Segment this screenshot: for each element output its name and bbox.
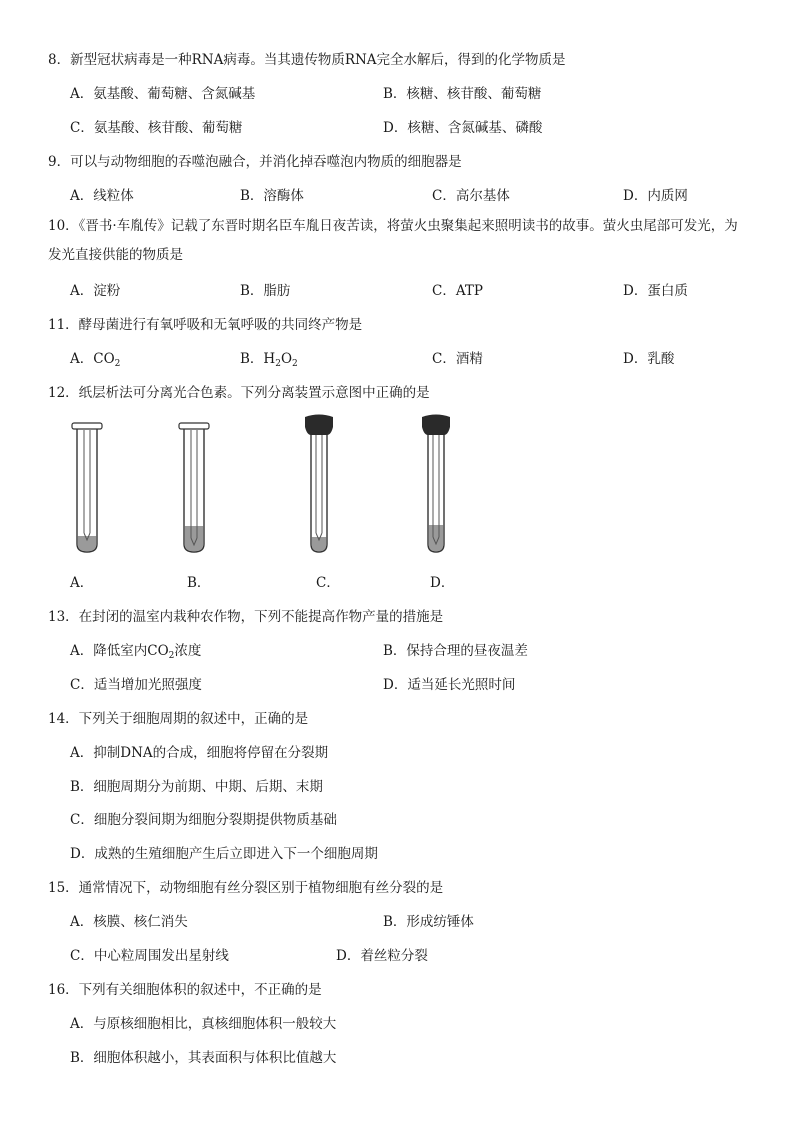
question-15-option-a[interactable]: A．核膜、核仁消失 (70, 914, 188, 930)
question-10-option-b[interactable]: B．脂肪 (240, 283, 291, 299)
tube-diagram-d (419, 413, 453, 558)
question-9-option-b[interactable]: B．溶酶体 (240, 188, 304, 204)
question-11-option-d[interactable]: D．乳酸 (623, 351, 675, 367)
question-14-option-d[interactable]: D．成熟的生殖细胞产生后立即进入下一个细胞周期 (70, 846, 378, 862)
question-13-option-b[interactable]: B．保持合理的昼夜温差 (383, 643, 528, 659)
question-13-option-a[interactable] (70, 639, 201, 659)
question-9-option-d[interactable]: D．内质网 (623, 188, 688, 204)
question-8-option-a[interactable]: A．氨基酸、葡萄糖、含氮碱基 (70, 86, 256, 102)
question-13-option-d[interactable]: D．适当延长光照时间 (383, 677, 516, 693)
question-12-option-c[interactable]: C． (316, 575, 340, 591)
question-14-option-b[interactable]: B．细胞周期分为前期、中期、后期、末期 (70, 779, 323, 795)
question-15-option-d[interactable]: D．着丝粒分裂 (336, 948, 428, 964)
question-13-stem: 13．在封闭的温室内栽种农作物，下列不能提高作物产量的措施是 (48, 609, 444, 625)
question-9-option-c[interactable]: C．高尔基体 (432, 188, 510, 204)
subscript: 2 (114, 359, 121, 369)
question-14-option-a[interactable]: A．抑制DNA的合成，细胞将停留在分裂期 (70, 745, 329, 761)
question-10-option-a[interactable]: A．淀粉 (70, 283, 121, 299)
question-14-stem: 14．下列关于细胞周期的叙述中，正确的是 (48, 711, 309, 727)
question-16-option-b[interactable]: B．细胞体积越小，其表面积与体积比值越大 (70, 1050, 337, 1066)
question-8-stem: 8．新型冠状病毒是一种RNA病毒。当其遗传物质RNA完全水解后，得到的化学物质是 (48, 52, 566, 68)
question-8-option-c[interactable]: C．氨基酸、核苷酸、葡萄糖 (70, 120, 243, 136)
question-10-option-c[interactable]: C．ATP (432, 283, 483, 299)
option-b-text: B．H (240, 351, 276, 367)
question-9-stem: 9．可以与动物细胞的吞噬泡融合，并消化掉吞噬泡内物质的细胞器是 (48, 154, 462, 170)
option-b-o: O (280, 351, 293, 367)
question-16-stem: 16．下列有关细胞体积的叙述中，不正确的是 (48, 982, 322, 998)
question-11-option-a[interactable] (70, 347, 120, 367)
question-8-option-d[interactable]: D．核糖、含氮碱基、磷酸 (383, 120, 543, 136)
subscript: 2 (275, 359, 281, 369)
subscript: 2 (292, 359, 298, 369)
question-9-option-a[interactable]: A．线粒体 (70, 188, 134, 204)
question-12-stem: 12．纸层析法可分离光合色素。下列分离装置示意图中正确的是 (48, 385, 430, 401)
tube-diagram-a (70, 420, 104, 558)
tube-diagram-c (302, 413, 336, 558)
question-11-stem: 11．酵母菌进行有氧呼吸和无氧呼吸的共同终产物是 (48, 317, 363, 333)
question-14-option-c[interactable]: C．细胞分裂间期为细胞分裂期提供物质基础 (70, 812, 337, 828)
question-12-option-d[interactable]: D． (430, 575, 455, 591)
option-a-tail: 浓度 (174, 643, 202, 659)
question-15-option-c[interactable]: C．中心粒周围发出星射线 (70, 948, 229, 964)
question-13-option-c[interactable]: C．适当增加光照强度 (70, 677, 202, 693)
question-11-option-b[interactable] (240, 347, 298, 367)
option-a-text: A．降低室内CO (70, 643, 169, 659)
question-11-option-c[interactable]: C．酒精 (432, 351, 483, 367)
question-10-option-d[interactable]: D．蛋白质 (623, 283, 688, 299)
question-15-option-b[interactable]: B．形成纺锤体 (383, 914, 474, 930)
question-8-option-b[interactable]: B．核糖、核苷酸、葡萄糖 (383, 86, 542, 102)
question-16-option-a[interactable]: A．与原核细胞相比，真核细胞体积一般较大 (70, 1016, 337, 1032)
subscript: 2 (168, 651, 175, 661)
option-a-text: A．CO (70, 351, 115, 367)
question-12-option-b[interactable]: B． (187, 575, 211, 591)
tube-diagram-b (177, 420, 211, 558)
question-12-option-a[interactable]: A． (70, 575, 94, 591)
question-10-stem: 10．《晋书·车胤传》记载了东晋时期名臣车胤日夜苦读，将萤火虫聚集起来照明读书的故事。萤火虫尾部可发光，为发光直接供能的物质是 (48, 218, 738, 263)
question-15-stem: 15．通常情况下，动物细胞有丝分裂区别于植物细胞有丝分裂的是 (48, 880, 444, 896)
